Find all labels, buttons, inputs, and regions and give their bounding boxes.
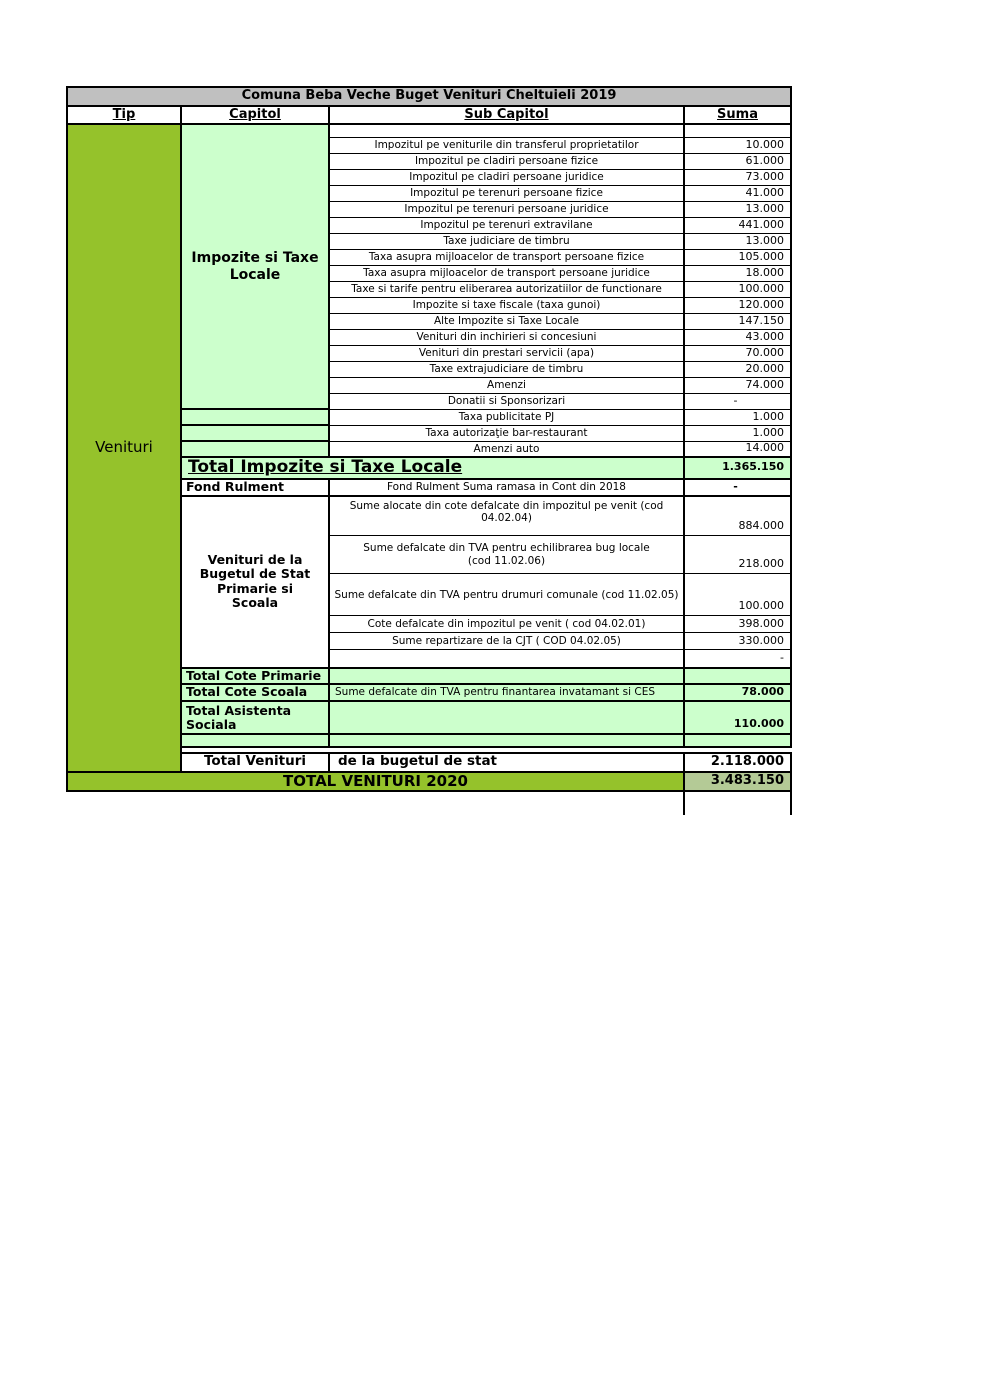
capitol-total-cote-primarie: Total Cote Primarie — [181, 668, 329, 684]
suma-value: 1.000 — [684, 425, 791, 441]
subcapitol-label: Impozitul pe veniturile din transferul proprietatilor — [329, 137, 684, 153]
total-impozite-label: Total Impozite si Taxe Locale — [181, 457, 684, 479]
subcapitol-empty-cell — [329, 734, 684, 747]
suma-value: 61.000 — [684, 153, 791, 169]
total-cote-primarie-suma — [684, 668, 791, 684]
capitol-impozite-si-taxe-locale: Impozite si Taxe Locale — [181, 124, 329, 409]
suma-value: - — [684, 393, 791, 409]
suma-empty-cell — [684, 734, 791, 747]
tail-spacer — [67, 791, 684, 815]
capitol-total-cote-scoala: Total Cote Scoala — [181, 684, 329, 701]
fond-rulment-label: Fond Rulment Suma ramasa in Cont din 2018 — [329, 479, 684, 496]
total-2020-label: TOTAL VENITURI 2020 — [67, 772, 684, 791]
capitol-fond-rulment: Fond Rulment — [181, 479, 329, 496]
suma-value: - — [684, 650, 791, 668]
capitol-empty-cell — [181, 734, 329, 747]
suma-value: 330.000 — [684, 633, 791, 650]
subcapitol-label: Taxa autorizaţie bar-restaurant — [329, 425, 684, 441]
suma-value: 120.000 — [684, 297, 791, 313]
total-asistenta-label — [329, 701, 684, 734]
suma-value: 43.000 — [684, 329, 791, 345]
suma-value: 13.000 — [684, 201, 791, 217]
suma-value: 105.000 — [684, 249, 791, 265]
suma-value-cell — [684, 124, 791, 137]
suma-value: 18.000 — [684, 265, 791, 281]
subcapitol-label: Impozite si taxe fiscale (taxa gunoi) — [329, 297, 684, 313]
capitol-total-venituri: Total Venituri — [181, 753, 329, 772]
subcapitol-label — [329, 650, 684, 668]
suma-value: 74.000 — [684, 377, 791, 393]
subcapitol-label: Taxe judiciare de timbru — [329, 233, 684, 249]
subcapitol-label-cell — [329, 124, 684, 137]
col-header-suma: Suma — [684, 106, 791, 124]
subcapitol-label: Impozitul pe terenuri persoane juridice — [329, 201, 684, 217]
suma-value: 1.000 — [684, 409, 791, 425]
subcapitol-label: Taxa publicitate PJ — [329, 409, 684, 425]
total-asistenta-suma: 110.000 — [684, 701, 791, 734]
tail-row — [67, 791, 791, 815]
col-header-sub-capitol: Sub Capitol — [329, 106, 684, 124]
subcapitol-label: Taxe extrajudiciare de timbru — [329, 361, 684, 377]
subcapitol-label: Amenzi — [329, 377, 684, 393]
subcapitol-label: Venituri din prestari servicii (apa) — [329, 345, 684, 361]
subcapitol-label: Taxa asupra mijloacelor de transport persoane fizice — [329, 249, 684, 265]
subcapitol-label: Taxa asupra mijloacelor de transport persoane juridice — [329, 265, 684, 281]
subcapitol-label: Impozitul pe cladiri persoane juridice — [329, 169, 684, 185]
col-header-tip: Tip — [67, 106, 181, 124]
fond-rulment-suma: - — [684, 479, 791, 496]
suma-value: 441.000 — [684, 217, 791, 233]
tip-cell-venituri: Venituri — [67, 124, 181, 772]
total-cote-primarie-label — [329, 668, 684, 684]
table-title: Comuna Beba Veche Buget Venituri Cheltuieli 2019 — [67, 87, 791, 106]
subcapitol-label: Taxe si tarife pentru eliberarea autorizatiilor de functionare — [329, 281, 684, 297]
subcapitol-label: Alte Impozite si Taxe Locale — [329, 313, 684, 329]
subcapitol-label: Impozitul pe terenuri persoane fizice — [329, 185, 684, 201]
suma-value: 147.150 — [684, 313, 791, 329]
subcapitol-label: Sume alocate din cote defalcate din impozitul pe venit (cod 04.02.04) — [329, 496, 684, 536]
total-cote-scoala-suma: 78.000 — [684, 684, 791, 701]
subcapitol-label: Cote defalcate din impozitul pe venit ( cod 04.02.01) — [329, 616, 684, 633]
capitol-empty-cell — [181, 409, 329, 425]
subcapitol-label: Sume defalcate din TVA pentru drumuri comunale (cod 11.02.05) — [329, 574, 684, 616]
subcapitol-label: Sume defalcate din TVA pentru echilibrarea bug locale (cod 11.02.06) — [329, 536, 684, 574]
subcapitol-label: Amenzi auto — [329, 441, 684, 457]
subcapitol-label: Impozitul pe terenuri extravilane — [329, 217, 684, 233]
suma-value: 13.000 — [684, 233, 791, 249]
suma-value: 41.000 — [684, 185, 791, 201]
suma-value: 218.000 — [684, 536, 791, 574]
total-cote-scoala-label: Sume defalcate din TVA pentru finantarea invatamant si CES — [329, 684, 684, 701]
empty-row — [67, 124, 791, 137]
suma-value: 20.000 — [684, 361, 791, 377]
subcapitol-label: Sume repartizare de la CJT ( COD 04.02.05) — [329, 633, 684, 650]
col-header-capitol: Capitol — [181, 106, 329, 124]
suma-value: 14.000 — [684, 441, 791, 457]
capitol-empty-cell — [181, 425, 329, 441]
total-2020-row — [67, 772, 791, 791]
total-venituri-suma: 2.118.000 — [684, 753, 791, 772]
suma-tail-cell — [684, 791, 791, 815]
header-row — [67, 106, 791, 124]
capitol-total-asistenta-sociala: Total Asistenta Sociala — [181, 701, 329, 734]
suma-value: 73.000 — [684, 169, 791, 185]
total-venituri-label: de la bugetul de stat — [329, 753, 684, 772]
capitol-empty-cell — [181, 441, 329, 457]
title-row — [67, 87, 791, 106]
suma-value: 100.000 — [684, 281, 791, 297]
subcapitol-label: Impozitul pe cladiri persoane fizice — [329, 153, 684, 169]
suma-value: 70.000 — [684, 345, 791, 361]
budget-table — [66, 86, 792, 815]
capitol-venituri-bugetul-de-stat: Venituri de la Bugetul de Stat Primarie si Scoala — [181, 496, 329, 668]
suma-value: 100.000 — [684, 574, 791, 616]
total-impozite-suma: 1.365.150 — [684, 457, 791, 479]
suma-value: 884.000 — [684, 496, 791, 536]
total-2020-suma: 3.483.150 — [684, 772, 791, 791]
subcapitol-label: Venituri din inchirieri si concesiuni — [329, 329, 684, 345]
subcapitol-label: Donatii si Sponsorizari — [329, 393, 684, 409]
suma-value: 398.000 — [684, 616, 791, 633]
suma-value: 10.000 — [684, 137, 791, 153]
